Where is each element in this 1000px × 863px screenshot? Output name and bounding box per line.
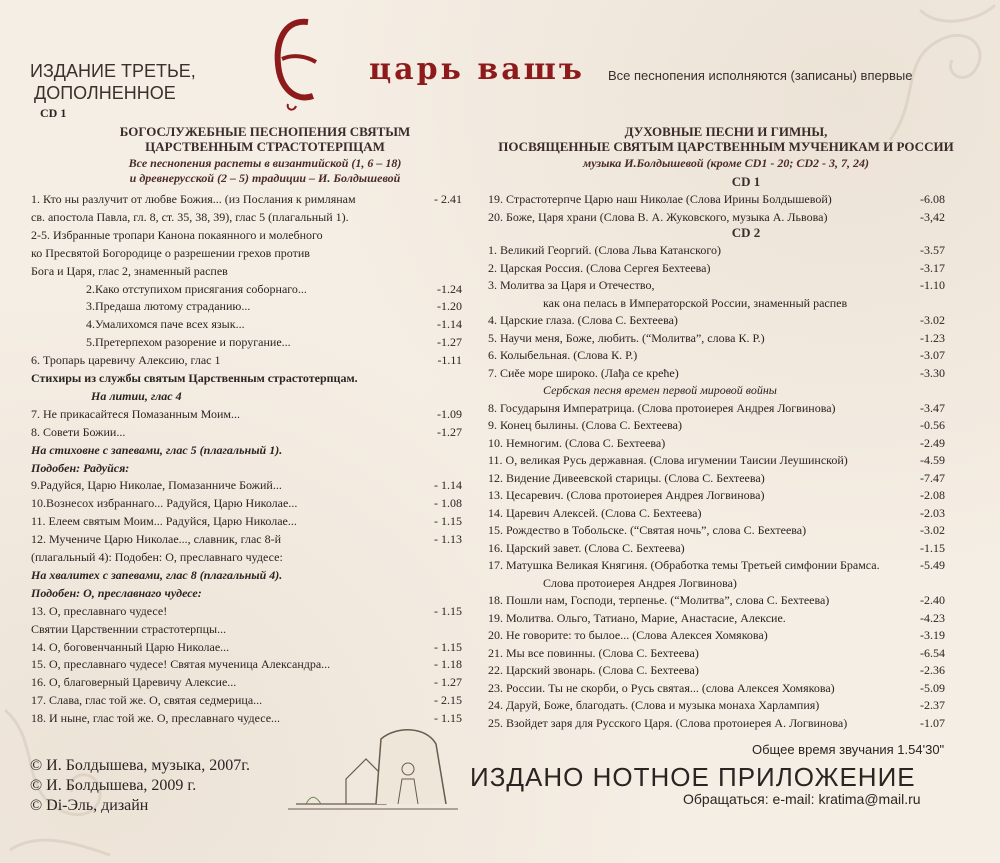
track-row <box>488 611 945 629</box>
track-duration: - 2.15 <box>434 693 462 708</box>
track-title: 3.Предаша лютому страданию... <box>86 299 251 314</box>
track-duration: - 1.27 <box>434 675 462 690</box>
track-row <box>488 716 945 734</box>
track-row <box>31 192 462 210</box>
cd1-label-left: CD 1 <box>40 106 67 120</box>
track-row <box>86 282 462 300</box>
track-title: 14. О, боговенчанный Царю Николае... <box>31 639 230 654</box>
track-title: Подобен: О, преславнаго чудесе: <box>31 585 202 600</box>
track-title: 1. Великий Георгий. (Слова Льва Катанского) <box>488 243 721 257</box>
track-row <box>86 335 462 353</box>
track-row <box>488 418 945 436</box>
track-title: св. апостола Павла, гл. 8, ст. 35, 38, 39), глас 5 (плагальный 1). <box>31 209 349 224</box>
track-title: 20. Не говорите: то былое... (Слова Алексея Хомякова) <box>488 628 768 642</box>
left-sub-line-2: и древнерусской (2 – 5) традиции – И. Болдышевой <box>129 171 401 185</box>
edition-line-1: ИЗДАНИЕ ТРЕТЬЕ, <box>30 61 196 81</box>
track-duration: - 1.08 <box>434 496 462 511</box>
track-duration: -1.27 <box>437 424 462 439</box>
track-title: 13. Цесаревич. (Слова протоиерея Андрея Логвинова) <box>488 488 765 502</box>
track-title: 9. Конец былины. (Слова С. Бехтеева) <box>488 418 682 432</box>
track-title: 11. Елеем святым Моим... Радуйся, Царю Николае... <box>31 514 297 529</box>
track-row <box>488 523 945 541</box>
track-row <box>488 243 945 261</box>
track-duration: -1.23 <box>920 330 945 345</box>
track-title: Подобен: Радуйся: <box>31 460 130 475</box>
track-title: 12. Мучениче Царю Николае..., славник, глас 8-й <box>31 532 282 547</box>
track-duration: -1.10 <box>920 278 945 292</box>
track-duration: - 1.15 <box>434 514 462 529</box>
track-title: 23. России. Ты не скорби, о Русь святая... (слова Алексея Хомякова) <box>488 680 835 695</box>
monastery-illustration-icon <box>286 724 461 814</box>
track-row <box>31 461 462 479</box>
copyright-design: © Di-Эль, дизайн <box>30 797 149 814</box>
track-row <box>86 317 462 335</box>
left-section-title <box>100 124 430 154</box>
right-title-line-2: ПОСВЯЩЕННЫЕ СВЯТЫМ ЦАРСТВЕННЫМ МУЧЕНИКАМ И РОССИИ <box>498 139 954 154</box>
track-row <box>86 299 462 317</box>
track-row <box>488 261 945 279</box>
left-title-line-2: ЦАРСТВЕННЫМ СТРАСТОТЕРПЦАМ <box>145 139 385 154</box>
track-title: 1. Кто ны разлучит от любве Божия... (из Послания к римлянам <box>31 192 356 206</box>
track-duration: - 1.15 <box>434 711 462 726</box>
left-sub-line-1: Все песнопения распеты в византийской (1, 6 – 18) <box>128 156 402 170</box>
track-duration: -2.49 <box>920 435 945 450</box>
track-title: 8. Государыня Императрица. (Слова протоиерея Андрея Логвинова) <box>488 400 836 415</box>
left-section-subtitle <box>80 156 450 186</box>
track-duration: -3,42 <box>920 209 945 224</box>
track-title: 4.Умалихомся паче всех язык... <box>86 317 245 332</box>
track-row <box>31 371 462 389</box>
track-duration: -3.47 <box>920 400 945 415</box>
right-section-subtitle: музыка И.Болдышевой (кроме CD1 - 20; CD2 - 3, 7, 24) <box>583 156 869 170</box>
right-cd1-label: CD 1 <box>731 174 761 189</box>
track-row <box>488 646 945 664</box>
copyright-music: © И. Болдышева, музыка, 2007г. <box>30 757 251 774</box>
track-title: 9.Радуйся, Царю Николае, Помазанниче Божий... <box>31 478 282 493</box>
track-title: 19. Страстотерпче Царю наш Николае (Слова Ирины Болдышевой) <box>488 192 832 206</box>
track-title: Стихиры из службы святым Царственным страстотерпцам. <box>31 371 358 385</box>
track-title: Святии Царственнии страстотерпцы... <box>31 621 227 636</box>
track-title: 22. Царский звонарь. (Слова С. Бехтеева) <box>488 663 699 677</box>
track-duration: -1.07 <box>920 715 945 730</box>
track-title: 12. Видение Дивеевской старицы. (Слова С. Бехтеева) <box>488 470 765 485</box>
track-title: 11. О, великая Русь державная. (Слова игумении Таисии Леушинской) <box>488 453 848 467</box>
track-row <box>31 693 462 711</box>
left-title-line-1: БОГОСЛУЖЕБНЫЕ ПЕСНОПЕНИЯ СВЯТЫМ <box>119 124 411 139</box>
track-title: 17. Матушка Великая Княгиня. (Обработка темы Третьей симфонии Брамса. <box>488 558 880 572</box>
track-duration: -5.49 <box>920 558 945 572</box>
track-title: 24. Даруй, Боже, благодать. (Слова и музыка монаха Харлампия) <box>488 698 820 712</box>
track-row <box>31 657 462 675</box>
track-row <box>488 331 945 349</box>
track-title: (плагальный 4): Подобен: О, преславнаго чудесе: <box>31 550 283 564</box>
track-title: 8. Совети Божии... <box>31 424 126 439</box>
track-row <box>543 296 945 314</box>
track-title: На хвалитех с запевами, глас 8 (плагальный 4). <box>31 567 283 582</box>
track-title: На литии, глас 4 <box>91 388 182 403</box>
premiere-note: Все песнопения исполняются (записаны) впервые <box>608 68 913 83</box>
track-row <box>31 210 462 228</box>
logo-title <box>318 52 585 87</box>
track-title: 13. О, преславнаго чудесе! <box>31 603 168 618</box>
track-row <box>31 550 462 568</box>
track-duration: -1.11 <box>437 353 462 368</box>
track-row <box>31 425 462 443</box>
track-title: 10.Вознесох избраннаго... Радуйся, Царю Николае... <box>31 496 298 511</box>
track-row <box>488 663 945 681</box>
track-title: 25. Взойдет заря для Русского Царя. (Слова протоиерея А. Логвинова) <box>488 715 848 730</box>
track-duration: - 2.41 <box>434 192 462 206</box>
track-row <box>488 210 945 228</box>
track-row <box>488 628 945 646</box>
track-row <box>488 541 945 559</box>
track-duration: -3.57 <box>920 243 945 257</box>
track-row <box>31 675 462 693</box>
track-row <box>488 471 945 489</box>
track-row <box>31 246 462 264</box>
track-duration: -3.07 <box>920 348 945 362</box>
total-duration: Общее время звучания 1.54'30" <box>752 742 945 757</box>
track-row <box>488 558 945 576</box>
track-row <box>31 353 462 371</box>
track-duration: - 1.18 <box>434 657 462 672</box>
track-row <box>543 383 945 401</box>
track-row <box>91 389 462 407</box>
track-title: 7. Сиěе море широко. (Лађа се крећe) <box>488 365 679 380</box>
track-row <box>31 586 462 604</box>
track-row <box>543 576 945 594</box>
track-row <box>488 192 945 210</box>
track-duration: -1.14 <box>437 317 462 332</box>
copyright-block <box>30 756 250 816</box>
track-duration: - 1.15 <box>434 603 462 618</box>
track-row <box>31 264 462 282</box>
track-row <box>31 532 462 550</box>
track-title: 14. Царевич Алексей. (Слова С. Бехтеева) <box>488 505 702 520</box>
track-row <box>488 348 945 366</box>
track-duration: -1.27 <box>437 335 462 350</box>
track-title: 20. Боже, Царя храни (Слова В. А. Жуковского, музыка А. Львова) <box>488 209 828 224</box>
track-title: Сербская песня времен первой мировой войны <box>543 383 777 397</box>
track-duration: -0.56 <box>920 418 945 432</box>
track-duration: -1.15 <box>920 540 945 555</box>
track-row <box>488 436 945 454</box>
track-title: 6. Тропарь царевичу Алексию, глас 1 <box>31 353 221 368</box>
track-title: 16. О, благоверный Царевичу Алексие... <box>31 675 237 690</box>
track-title: 15. Рождество в Тобольске. (“Святая ночь”, слова С. Бехтеева) <box>488 523 807 537</box>
track-title: 21. Мы все повинны. (Слова С. Бехтеева) <box>488 645 699 660</box>
track-title: Бога и Царя, глас 2, знаменный распев <box>31 263 228 278</box>
track-duration: -5.09 <box>920 680 945 695</box>
track-row <box>31 443 462 461</box>
track-duration: -2.08 <box>920 488 945 502</box>
track-title: 5. Научи меня, Боже, любить. (“Молитва”, слова К. Р.) <box>488 330 765 345</box>
track-row <box>31 514 462 532</box>
track-duration: -6.08 <box>920 192 945 206</box>
track-duration: -1.24 <box>437 281 462 296</box>
track-title: 2-5. Избранные тропари Канона покаянного и молебного <box>31 227 323 242</box>
track-title: На стиховне с запевами, глас 5 (плагальный 1). <box>31 442 283 457</box>
track-row <box>31 622 462 640</box>
track-title: 18. И ныне, глас той же. О, преславнаго чудесе... <box>31 711 281 726</box>
track-row <box>31 568 462 586</box>
track-duration: -3.02 <box>920 523 945 537</box>
track-title: 4. Царские глаза. (Слова С. Бехтеева) <box>488 313 678 327</box>
edition-label <box>30 60 196 104</box>
track-duration: -3.30 <box>920 365 945 380</box>
right-title-line-1: ДУХОВНЫЕ ПЕСНИ И ГИМНЫ, <box>624 124 828 139</box>
track-row <box>488 593 945 611</box>
track-duration: -6.54 <box>920 645 945 660</box>
track-title: 7. Не прикасайтеся Помазанным Моим... <box>31 406 240 421</box>
track-title: 2.Како отступихом присягания соборнаго... <box>86 281 307 296</box>
track-title: 10. Немногим. (Слова С. Бехтеева) <box>488 435 666 450</box>
track-row <box>31 604 462 622</box>
track-duration: -2.36 <box>920 663 945 677</box>
track-row <box>488 313 945 331</box>
track-row <box>488 506 945 524</box>
track-title: 17. Слава, глас той же. О, святая седмерица... <box>31 693 263 708</box>
track-duration: -2.37 <box>920 698 945 712</box>
logo-text: царь вашъ <box>368 52 585 87</box>
track-duration: -4.59 <box>920 453 945 467</box>
track-row <box>31 640 462 658</box>
edition-line-2: ДОПОЛНЕННОЕ <box>34 83 176 103</box>
track-title: как она пелась в Императорской России, знаменный распев <box>543 295 848 310</box>
track-duration: -3.19 <box>920 628 945 642</box>
track-duration: -1.09 <box>437 406 462 421</box>
track-row <box>31 407 462 425</box>
track-duration: -7.47 <box>920 470 945 485</box>
track-title: 16. Царский завет. (Слова С. Бехтеева) <box>488 540 685 555</box>
right-section-title <box>486 124 966 154</box>
track-duration: - 1.14 <box>434 478 462 493</box>
copyright-text: © И. Болдышева, 2009 г. <box>30 777 197 794</box>
track-title: 6. Колыбельная. (Слова К. Р.) <box>488 348 638 362</box>
track-title: 19. Молитва. Ольго, Татиано, Марие, Анастасие, Алексие. <box>488 610 786 625</box>
track-row <box>488 488 945 506</box>
track-duration: -3.02 <box>920 313 945 327</box>
track-title: Слова протоиерея Андрея Логвинова) <box>543 575 737 590</box>
right-cd2-label: CD 2 <box>731 225 761 240</box>
track-title: 2. Царская Россия. (Слова Сергея Бехтеева) <box>488 260 711 275</box>
sheet-music-notice: ИЗДАНО НОТНОЕ ПРИЛОЖЕНИЕ <box>470 762 916 792</box>
contact-email: Обращаться: e-mail: kratima@mail.ru <box>683 791 921 807</box>
track-duration: -1.20 <box>437 299 462 314</box>
track-title: 15. О, преславнаго чудесе! Святая мученица Александра... <box>31 657 331 672</box>
track-duration: -3.17 <box>920 260 945 275</box>
track-row <box>31 478 462 496</box>
track-row <box>488 401 945 419</box>
track-title: ко Пресвятой Богородице о разрешении грехов против <box>31 245 310 260</box>
track-row <box>31 228 462 246</box>
track-duration: -2.40 <box>920 593 945 607</box>
track-title: 3. Молитва за Царя и Отечество, <box>488 278 655 292</box>
track-duration: -4.23 <box>920 610 945 625</box>
track-title: 5.Претерпехом разорение и поругание... <box>86 335 291 350</box>
track-row <box>488 453 945 471</box>
track-row <box>488 681 945 699</box>
track-title: 18. Пошли нам, Господи, терпенье. (“Молитва”, слова С. Бехтеева) <box>488 593 830 607</box>
track-row <box>488 366 945 384</box>
track-duration: -2.03 <box>920 505 945 520</box>
track-duration: - 1.15 <box>434 639 462 654</box>
track-row <box>488 278 945 296</box>
track-row <box>488 698 945 716</box>
track-duration: - 1.13 <box>434 532 462 547</box>
track-row <box>31 496 462 514</box>
